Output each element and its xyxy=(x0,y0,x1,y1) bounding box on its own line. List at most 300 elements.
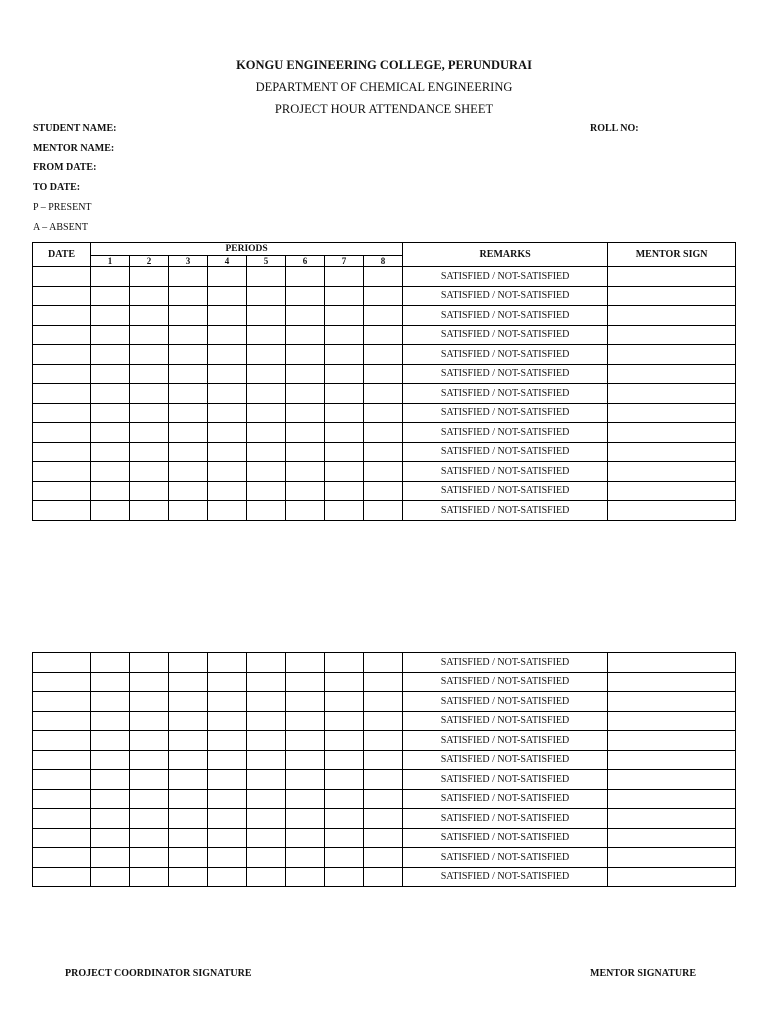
period-cell[interactable] xyxy=(364,345,403,365)
period-cell[interactable] xyxy=(169,267,208,287)
mentor-sign-cell[interactable] xyxy=(608,403,736,423)
date-cell[interactable] xyxy=(33,848,91,868)
period-cell[interactable] xyxy=(208,267,247,287)
period-cell[interactable] xyxy=(208,481,247,501)
period-cell[interactable] xyxy=(169,345,208,365)
period-cell[interactable] xyxy=(247,462,286,482)
student-name-label: STUDENT NAME: xyxy=(33,123,117,134)
period-cell[interactable] xyxy=(208,672,247,692)
period-cell[interactable] xyxy=(208,442,247,462)
table-row xyxy=(33,711,736,731)
period-cell[interactable] xyxy=(364,306,403,326)
period-cell[interactable] xyxy=(247,692,286,712)
mentor-sign-cell[interactable] xyxy=(608,770,736,790)
mentor-sign-cell[interactable] xyxy=(608,364,736,384)
period-cell[interactable] xyxy=(91,672,130,692)
period-cell[interactable] xyxy=(286,828,325,848)
mentor-sign-cell[interactable] xyxy=(608,501,736,521)
date-cell[interactable] xyxy=(33,809,91,829)
mentor-sign-cell[interactable] xyxy=(608,345,736,365)
period-cell[interactable] xyxy=(364,384,403,404)
period-cell[interactable] xyxy=(364,442,403,462)
period-cell[interactable] xyxy=(169,789,208,809)
period-cell[interactable] xyxy=(91,867,130,887)
date-cell[interactable] xyxy=(33,306,91,326)
period-cell[interactable] xyxy=(325,672,364,692)
period-cell[interactable] xyxy=(169,384,208,404)
period-cell[interactable] xyxy=(169,750,208,770)
date-cell[interactable] xyxy=(33,501,91,521)
period-cell[interactable] xyxy=(130,403,169,423)
period-cell[interactable] xyxy=(208,828,247,848)
period-cell[interactable] xyxy=(325,384,364,404)
period-cell[interactable] xyxy=(91,481,130,501)
period-cell[interactable] xyxy=(364,672,403,692)
period-cell[interactable] xyxy=(325,306,364,326)
period-cell[interactable] xyxy=(364,267,403,287)
mentor-sign-cell[interactable] xyxy=(608,692,736,712)
period-cell[interactable] xyxy=(208,384,247,404)
table-row xyxy=(33,809,736,829)
period-cell[interactable] xyxy=(208,770,247,790)
remark-cell: SATISFIED / NOT-SATISFIED xyxy=(403,286,608,306)
date-cell[interactable] xyxy=(33,692,91,712)
period-cell[interactable] xyxy=(325,267,364,287)
period-cell[interactable] xyxy=(286,789,325,809)
period-cell[interactable] xyxy=(130,345,169,365)
period-cell[interactable] xyxy=(364,867,403,887)
period-cell[interactable] xyxy=(364,828,403,848)
period-cell[interactable] xyxy=(169,286,208,306)
date-cell[interactable] xyxy=(33,867,91,887)
roll-no-label: ROLL NO: xyxy=(590,123,639,134)
period-cell[interactable] xyxy=(130,423,169,443)
period-cell[interactable] xyxy=(247,789,286,809)
college-title: KONGU ENGINEERING COLLEGE, PERUNDURAI xyxy=(236,58,532,72)
date-cell[interactable] xyxy=(33,403,91,423)
table-row xyxy=(33,750,736,770)
period-cell[interactable] xyxy=(286,345,325,365)
period-cell[interactable] xyxy=(325,462,364,482)
period-cell[interactable] xyxy=(169,711,208,731)
remark-cell: SATISFIED / NOT-SATISFIED xyxy=(403,442,608,462)
period-cell[interactable] xyxy=(247,442,286,462)
date-cell[interactable] xyxy=(33,672,91,692)
period-cell[interactable] xyxy=(91,306,130,326)
period-cell[interactable] xyxy=(286,692,325,712)
mentor-sign-cell[interactable] xyxy=(608,384,736,404)
remark-cell: SATISFIED / NOT-SATISFIED xyxy=(403,267,608,287)
table-row xyxy=(33,403,736,423)
mentor-sign-cell[interactable] xyxy=(608,711,736,731)
period-cell[interactable] xyxy=(247,267,286,287)
period-cell[interactable] xyxy=(325,789,364,809)
period-cell[interactable] xyxy=(91,267,130,287)
mentor-sign-cell[interactable] xyxy=(608,809,736,829)
period-cell[interactable] xyxy=(208,501,247,521)
period-cell[interactable] xyxy=(91,809,130,829)
mentor-sign-cell[interactable] xyxy=(608,750,736,770)
period-cell[interactable] xyxy=(286,501,325,521)
period-cell[interactable] xyxy=(91,462,130,482)
mentor-sign-cell[interactable] xyxy=(608,481,736,501)
period-cell[interactable] xyxy=(286,672,325,692)
attendance-table-2 xyxy=(32,652,736,887)
remark-cell: SATISFIED / NOT-SATISFIED xyxy=(403,692,608,712)
period-cell[interactable] xyxy=(247,770,286,790)
period-cell[interactable] xyxy=(130,867,169,887)
period-cell[interactable] xyxy=(247,828,286,848)
period-cell[interactable] xyxy=(325,731,364,751)
period-cell[interactable] xyxy=(208,848,247,868)
period-cell[interactable] xyxy=(364,653,403,673)
period-cell[interactable] xyxy=(325,286,364,306)
period-cell[interactable] xyxy=(325,867,364,887)
period-cell[interactable] xyxy=(130,770,169,790)
period-cell[interactable] xyxy=(169,364,208,384)
period-cell[interactable] xyxy=(169,423,208,443)
period-cell[interactable] xyxy=(169,501,208,521)
period-cell[interactable] xyxy=(286,442,325,462)
period-cell[interactable] xyxy=(91,653,130,673)
period-cell[interactable] xyxy=(91,403,130,423)
period-cell[interactable] xyxy=(130,828,169,848)
date-cell[interactable] xyxy=(33,442,91,462)
coordinator-signature-label: PROJECT COORDINATOR SIGNATURE xyxy=(65,968,252,979)
period-cell[interactable] xyxy=(364,809,403,829)
period-cell[interactable] xyxy=(286,848,325,868)
period-cell[interactable] xyxy=(247,345,286,365)
period-cell[interactable] xyxy=(91,345,130,365)
period-cell[interactable] xyxy=(208,867,247,887)
period-cell[interactable] xyxy=(169,692,208,712)
sheet-title: PROJECT HOUR ATTENDANCE SHEET xyxy=(274,102,494,116)
period-cell[interactable] xyxy=(247,423,286,443)
period-cell[interactable] xyxy=(247,809,286,829)
table-row xyxy=(33,848,736,868)
period-cell[interactable] xyxy=(169,306,208,326)
period-cell[interactable] xyxy=(130,692,169,712)
period-cell[interactable] xyxy=(364,848,403,868)
period-cell[interactable] xyxy=(169,770,208,790)
mentor-sign-cell[interactable] xyxy=(608,672,736,692)
period-cell[interactable] xyxy=(169,325,208,345)
period-cell[interactable] xyxy=(130,789,169,809)
period-cell[interactable] xyxy=(325,501,364,521)
period-cell[interactable] xyxy=(91,384,130,404)
period-cell[interactable] xyxy=(247,501,286,521)
period-cell[interactable] xyxy=(208,731,247,751)
period-cell[interactable] xyxy=(208,789,247,809)
period-cell[interactable] xyxy=(325,809,364,829)
period-cell[interactable] xyxy=(364,481,403,501)
period-cell[interactable] xyxy=(247,384,286,404)
period-cell[interactable] xyxy=(247,867,286,887)
mentor-sign-cell[interactable] xyxy=(608,267,736,287)
period-cell[interactable] xyxy=(364,325,403,345)
period-cell[interactable] xyxy=(208,423,247,443)
period-cell[interactable] xyxy=(325,692,364,712)
mentor-sign-cell[interactable] xyxy=(608,653,736,673)
date-cell[interactable] xyxy=(33,653,91,673)
date-cell[interactable] xyxy=(33,345,91,365)
remark-cell: SATISFIED / NOT-SATISFIED xyxy=(403,828,608,848)
period-cell[interactable] xyxy=(364,403,403,423)
period-cell[interactable] xyxy=(208,286,247,306)
remark-cell: SATISFIED / NOT-SATISFIED xyxy=(403,867,608,887)
mentor-sign-cell[interactable] xyxy=(608,325,736,345)
date-cell[interactable] xyxy=(33,423,91,443)
period-number: 6 xyxy=(286,256,325,267)
period-cell[interactable] xyxy=(91,770,130,790)
period-cell[interactable] xyxy=(364,364,403,384)
remark-cell: SATISFIED / NOT-SATISFIED xyxy=(403,789,608,809)
period-cell[interactable] xyxy=(91,364,130,384)
period-cell[interactable] xyxy=(286,384,325,404)
period-cell[interactable] xyxy=(286,462,325,482)
period-cell[interactable] xyxy=(286,770,325,790)
period-number: 4 xyxy=(208,256,247,267)
period-cell[interactable] xyxy=(130,364,169,384)
period-cell[interactable] xyxy=(169,848,208,868)
period-cell[interactable] xyxy=(325,325,364,345)
period-number: 8 xyxy=(364,256,403,267)
period-cell[interactable] xyxy=(169,403,208,423)
mentor-sign-cell[interactable] xyxy=(608,306,736,326)
period-cell[interactable] xyxy=(130,848,169,868)
period-cell[interactable] xyxy=(208,462,247,482)
date-cell[interactable] xyxy=(33,384,91,404)
date-cell[interactable] xyxy=(33,325,91,345)
period-cell[interactable] xyxy=(169,809,208,829)
period-cell[interactable] xyxy=(91,711,130,731)
period-cell[interactable] xyxy=(208,345,247,365)
period-cell[interactable] xyxy=(286,423,325,443)
period-cell[interactable] xyxy=(286,325,325,345)
period-cell[interactable] xyxy=(130,809,169,829)
period-cell[interactable] xyxy=(208,306,247,326)
table-row xyxy=(33,286,736,306)
period-cell[interactable] xyxy=(91,423,130,443)
period-cell[interactable] xyxy=(325,403,364,423)
period-cell[interactable] xyxy=(208,364,247,384)
remark-cell: SATISFIED / NOT-SATISFIED xyxy=(403,423,608,443)
period-cell[interactable] xyxy=(247,364,286,384)
period-cell[interactable] xyxy=(286,364,325,384)
date-cell[interactable] xyxy=(33,364,91,384)
date-cell[interactable] xyxy=(33,462,91,482)
period-cell[interactable] xyxy=(286,403,325,423)
period-cell[interactable] xyxy=(364,770,403,790)
remark-cell: SATISFIED / NOT-SATISFIED xyxy=(403,325,608,345)
mentor-sign-cell[interactable] xyxy=(608,848,736,868)
period-cell[interactable] xyxy=(91,848,130,868)
period-cell[interactable] xyxy=(91,789,130,809)
department-title: DEPARTMENT OF CHEMICAL ENGINEERING xyxy=(255,80,513,94)
table-row xyxy=(33,442,736,462)
period-cell[interactable] xyxy=(247,403,286,423)
period-cell[interactable] xyxy=(130,286,169,306)
period-cell[interactable] xyxy=(169,442,208,462)
table-row xyxy=(33,325,736,345)
period-cell[interactable] xyxy=(247,750,286,770)
period-cell[interactable] xyxy=(325,711,364,731)
period-cell[interactable] xyxy=(286,750,325,770)
period-cell[interactable] xyxy=(364,286,403,306)
mentor-sign-cell[interactable] xyxy=(608,828,736,848)
period-cell[interactable] xyxy=(91,731,130,751)
period-cell[interactable] xyxy=(247,286,286,306)
period-cell[interactable] xyxy=(169,462,208,482)
period-cell[interactable] xyxy=(286,286,325,306)
period-cell[interactable] xyxy=(247,325,286,345)
period-cell[interactable] xyxy=(286,267,325,287)
period-cell[interactable] xyxy=(169,672,208,692)
period-cell[interactable] xyxy=(130,711,169,731)
period-cell[interactable] xyxy=(130,750,169,770)
date-cell[interactable] xyxy=(33,481,91,501)
remark-cell: SATISFIED / NOT-SATISFIED xyxy=(403,809,608,829)
period-cell[interactable] xyxy=(325,345,364,365)
date-cell[interactable] xyxy=(33,286,91,306)
period-cell[interactable] xyxy=(91,750,130,770)
table-row xyxy=(33,501,736,521)
period-cell[interactable] xyxy=(169,653,208,673)
period-cell[interactable] xyxy=(208,403,247,423)
period-cell[interactable] xyxy=(247,672,286,692)
period-cell[interactable] xyxy=(208,325,247,345)
date-cell[interactable] xyxy=(33,267,91,287)
period-cell[interactable] xyxy=(169,867,208,887)
period-cell[interactable] xyxy=(130,731,169,751)
period-cell[interactable] xyxy=(325,848,364,868)
mentor-sign-cell[interactable] xyxy=(608,286,736,306)
table-row xyxy=(33,672,736,692)
period-cell[interactable] xyxy=(364,731,403,751)
table-row xyxy=(33,828,736,848)
period-cell[interactable] xyxy=(325,442,364,462)
period-cell[interactable] xyxy=(208,809,247,829)
remark-cell: SATISFIED / NOT-SATISFIED xyxy=(403,501,608,521)
period-cell[interactable] xyxy=(91,501,130,521)
mentor-sign-cell[interactable] xyxy=(608,867,736,887)
period-cell[interactable] xyxy=(247,481,286,501)
period-cell[interactable] xyxy=(169,731,208,751)
period-cell[interactable] xyxy=(364,711,403,731)
period-cell[interactable] xyxy=(325,364,364,384)
table-row xyxy=(33,653,736,673)
period-cell[interactable] xyxy=(247,711,286,731)
period-cell[interactable] xyxy=(130,481,169,501)
period-cell[interactable] xyxy=(91,325,130,345)
date-cell[interactable] xyxy=(33,711,91,731)
date-cell[interactable] xyxy=(33,789,91,809)
remark-cell: SATISFIED / NOT-SATISFIED xyxy=(403,848,608,868)
period-cell[interactable] xyxy=(364,501,403,521)
table-row xyxy=(33,692,736,712)
mentor-sign-cell[interactable] xyxy=(608,423,736,443)
remark-cell: SATISFIED / NOT-SATISFIED xyxy=(403,306,608,326)
period-cell[interactable] xyxy=(247,653,286,673)
period-cell[interactable] xyxy=(169,481,208,501)
remark-cell: SATISFIED / NOT-SATISFIED xyxy=(403,403,608,423)
period-cell[interactable] xyxy=(130,442,169,462)
date-cell[interactable] xyxy=(33,770,91,790)
period-cell[interactable] xyxy=(364,750,403,770)
period-cell[interactable] xyxy=(286,481,325,501)
period-cell[interactable] xyxy=(208,711,247,731)
period-cell[interactable] xyxy=(130,653,169,673)
mentor-sign-cell[interactable] xyxy=(608,462,736,482)
period-cell[interactable] xyxy=(208,750,247,770)
date-cell[interactable] xyxy=(33,750,91,770)
period-cell[interactable] xyxy=(325,481,364,501)
period-cell[interactable] xyxy=(91,286,130,306)
period-cell[interactable] xyxy=(364,423,403,443)
period-cell[interactable] xyxy=(286,711,325,731)
period-cell[interactable] xyxy=(325,770,364,790)
period-cell[interactable] xyxy=(208,653,247,673)
period-cell[interactable] xyxy=(91,442,130,462)
period-cell[interactable] xyxy=(325,423,364,443)
mentor-sign-cell[interactable] xyxy=(608,789,736,809)
table-row xyxy=(33,423,736,443)
present-legend: P – PRESENT xyxy=(33,202,92,213)
period-cell[interactable] xyxy=(364,462,403,482)
period-cell[interactable] xyxy=(325,653,364,673)
remark-cell: SATISFIED / NOT-SATISFIED xyxy=(403,653,608,673)
period-cell[interactable] xyxy=(247,731,286,751)
period-number: 1 xyxy=(91,256,130,267)
period-cell[interactable] xyxy=(286,653,325,673)
period-cell[interactable] xyxy=(130,672,169,692)
date-cell[interactable] xyxy=(33,828,91,848)
period-number: 7 xyxy=(325,256,364,267)
period-cell[interactable] xyxy=(247,848,286,868)
period-cell[interactable] xyxy=(286,867,325,887)
period-cell[interactable] xyxy=(325,750,364,770)
remark-cell: SATISFIED / NOT-SATISFIED xyxy=(403,364,608,384)
remark-cell: SATISFIED / NOT-SATISFIED xyxy=(403,345,608,365)
period-cell[interactable] xyxy=(286,809,325,829)
period-cell[interactable] xyxy=(325,828,364,848)
remarks-header: REMARKS xyxy=(403,243,608,267)
to-date-label: TO DATE: xyxy=(33,182,81,193)
period-cell[interactable] xyxy=(169,828,208,848)
period-cell[interactable] xyxy=(130,306,169,326)
period-cell[interactable] xyxy=(130,384,169,404)
period-cell[interactable] xyxy=(130,325,169,345)
period-number: 2 xyxy=(130,256,169,267)
period-cell[interactable] xyxy=(364,692,403,712)
period-cell[interactable] xyxy=(91,828,130,848)
remark-cell: SATISFIED / NOT-SATISFIED xyxy=(403,384,608,404)
table-row xyxy=(33,384,736,404)
period-cell[interactable] xyxy=(91,692,130,712)
mentor-sign-cell[interactable] xyxy=(608,442,736,462)
period-cell[interactable] xyxy=(208,692,247,712)
period-cell[interactable] xyxy=(286,306,325,326)
period-cell[interactable] xyxy=(286,731,325,751)
period-cell[interactable] xyxy=(364,789,403,809)
period-cell[interactable] xyxy=(130,462,169,482)
period-cell[interactable] xyxy=(130,501,169,521)
table-row xyxy=(33,867,736,887)
date-cell[interactable] xyxy=(33,731,91,751)
mentor-sign-cell[interactable] xyxy=(608,731,736,751)
period-cell[interactable] xyxy=(247,306,286,326)
period-cell[interactable] xyxy=(130,267,169,287)
